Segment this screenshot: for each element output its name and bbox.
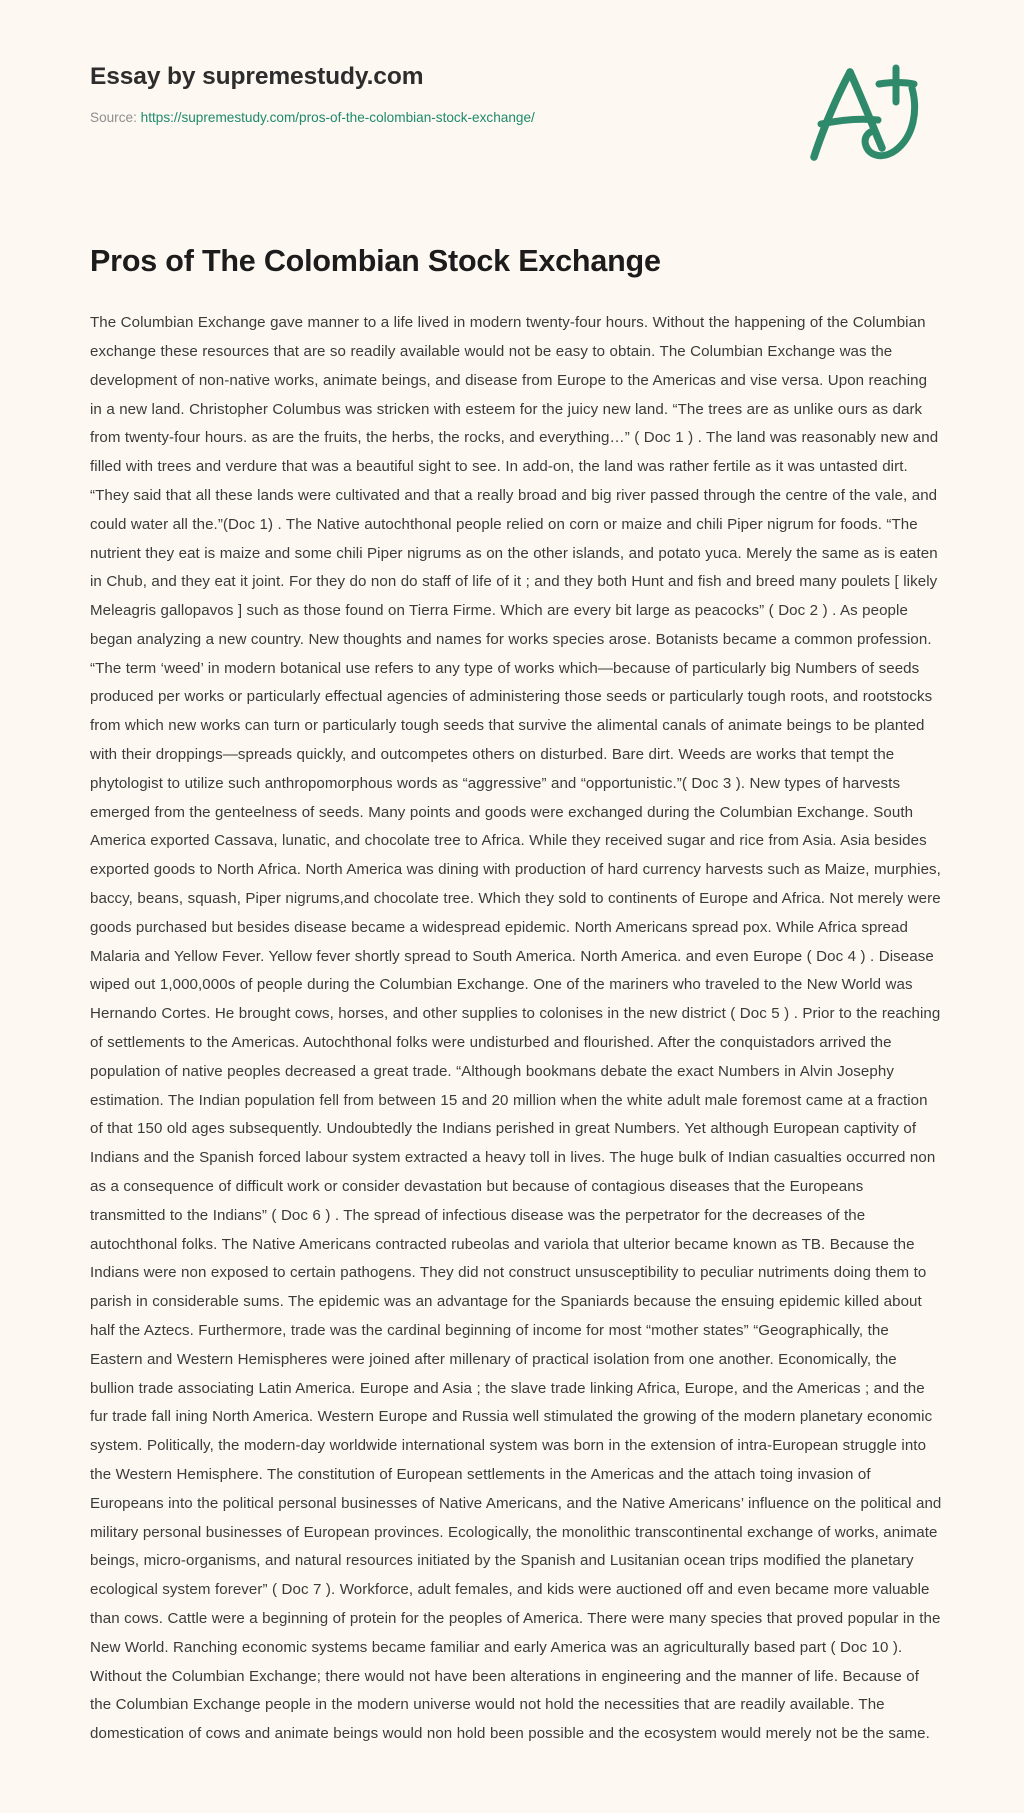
source-label: Source: (90, 110, 137, 126)
header-right-block (796, 56, 946, 166)
article-body (0, 280, 1024, 1813)
site-header (0, 0, 1024, 166)
header-left-block (90, 56, 535, 127)
brand-title: Essay by supremestudy.com (90, 63, 424, 90)
a-plus-logo-icon (796, 58, 928, 166)
source-url-link[interactable]: https://supremestudy.com/pros-of-the-colombian-stock-exchange/ (140, 110, 535, 126)
page-title: Pros of The Colombian Stock Exchange (90, 244, 661, 278)
source-line (90, 109, 535, 127)
article-paragraph: The Columbian Exchange gave manner to a life lived in modern twenty-four hours. Without the happening of the Columbian exchange these resources that are so readily available would not be easy to obtain. The Columbian Exchange was the development of non-native works, animate beings, and disease from Europe to the Americas and vise versa. Upon reaching in a new land. Christopher Columbus was stricken with esteem for the juicy new land. “The trees are as unlike ours as dark from twenty-four hours. as are the fruits, the herbs, the rocks, and everything…” ( Doc 1 ) . The land was reasonably new and filled with trees and verdure that was a beautiful sight to see. In add-on, the land was rather fertile as it was untasted dirt. “They said that all these lands were cultivated and that a really broad and big river passed through the centre of the vale, and could water all the.”(Doc 1) . The Native autochthonal people relied on corn or maize and chili Piper nigrum for foods. “The nutrient they eat is maize and some chili Piper nigrums as on the other islands, and potato yuca. Merely the same as is eaten in Chub, and they eat it joint. For they do non do staff of life of it ; and they both Hunt and fish and breed many poulets [ likely Meleagris gallopavos ] such as those found on Tierra Firme. Which are every bit large as peacocks” ( Doc 2 ) . As people began analyzing a new country. New thoughts and names for works species arose. Botanists became a common profession. “The term ‘weed’ in modern botanical use refers to any type of works which—because of particularly big Numbers of seeds produced per works or particularly effectual agencies of administering those seeds or particularly tough roots, and rootstocks from which new works can turn or particularly tough seeds that survive the alimental canals of animate beings to be planted with their droppings—spreads quickly, and outcompetes others on disturbed. Bare dirt. Weeds are works that tempt the phytologist to utilize such anthropomorphous words as “aggressive” and “opportunistic.”( Doc 3 ). New types of harvests emerged from the genteelness of seeds. Many points and goods were exchanged during the Columbian Exchange. South America exported Cassava, lunatic, and chocolate tree to Africa. While they received sugar and rice from Asia. Asia besides exported goods to North Africa. North America was dining with production of hard currency harvests such as Maize, murphies, baccy, beans, squash, Piper nigrums,and chocolate tree. Which they sold to continents of Europe and Africa. Not merely were goods purchased but besides disease became a widespread epidemic. North Americans spread pox. While Africa spread Malaria and Yellow Fever. Yellow fever shortly spread to South America. North America. and even Europe ( Doc 4 ) . Disease wiped out 1,000,000s of people during the Columbian Exchange. One of the mariners who traveled to the New World was Hernando Cortes. He brought cows, horses, and other supplies to colonises in the new district ( Doc 5 ) . Prior to the reaching of settlements to the Americas. Autochthonal folks were undisturbed and flourished. After the conquistadors arrived the population of native peoples decreased a great trade. “Although bookmans debate the exact Numbers in Alvin Josephy estimation. The Indian population fell from between 15 and 20 million when the white adult male foremost came at a fraction of that 150 old ages subsequently. Undoubtedly the Indians perished in great Numbers. Yet although European captivity of Indians and the Spanish forced labour system extracted a heavy toll in lives. The huge bulk of Indian casualties occurred non as a consequence of difficult work or consider devastation but because of contagious diseases that the Europeans transmitted to the Indians” ( Doc 6 ) . The spread of infectious disease was the perpetrator for the decreases of the autochthonal folks. The Native Americans contracted rubeolas and variola that ulterior became known as TB. Because the Indians were non exposed to certain pathogens. They did not construct unsusceptibility to peculiar nutriments doing them to parish in considerable sums. The epidemic was an advantage for the Spaniards because the ensuing epidemic killed about half the Aztecs. Furthermore, trade was the cardinal beginning of income for most “mother states” “Geographically, the Eastern and Western Hemispheres were joined after millenary of practical isolation from one another. Economically, the bullion trade associating Latin America. Europe and Asia ; the slave trade linking Africa, Europe, and the Americas ; and the fur trade fall ining North America. Western Europe and Russia well stimulated the growing of the modern planetary economic system. Politically, the modern-day worldwide international system was born in the extension of intra-European struggle into the Western Hemisphere. The constitution of European settlements in the Americas and the attach toing invasion of Europeans into the political personal businesses of Native Americans, and the Native Americans’ influence on the political and military personal businesses of European provinces. Ecologically, the monolithic transcontinental exchange of works, animate beings, micro-organisms, and natural resources initiated by the Spanish and Lusitanian ocean trips modified the planetary ecological system forever” ( Doc 7 ). Workforce, adult females, and kids were auctioned off and even became more valuable than cows. Cattle were a beginning of protein for the peoples of America. There were many species that proved popular in the New World. Ranching economic systems became familiar and early America was an agriculturally based part ( Doc 10 ). Without the Columbian Exchange; there would not have been alterations in engineering and the manner of life. Because of the Columbian Exchange people in the modern universe would not hold the necessities that are readily available. The domestication of cows and animate beings would non hold been possible and the ecosystem would merely not be the same. (90, 314, 942, 1743)
